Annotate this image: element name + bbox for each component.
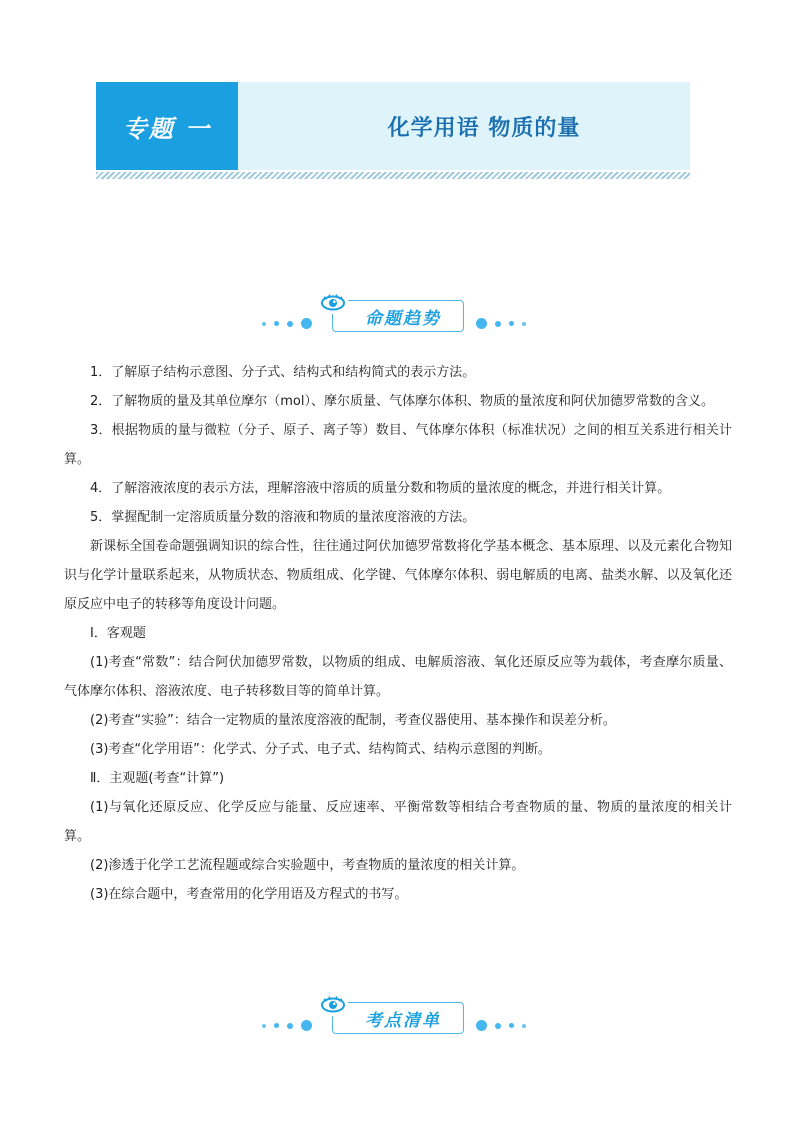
section-label-box	[332, 300, 464, 332]
page-title: 化学用语 物质的量	[387, 114, 581, 141]
paragraph: 1．了解原子结构示意图、分子式、结构式和结构简式的表示方法。	[90, 365, 476, 380]
subheading: Ⅱ．主观题(考查“计算”)	[90, 771, 225, 786]
left-dots	[262, 1020, 312, 1031]
subheading: Ⅰ．客观题	[90, 626, 146, 641]
body-text	[64, 358, 732, 909]
section-header-checklist	[0, 998, 794, 1042]
paragraph: 4．了解溶液浓度的表示方法，理解溶液中溶质的质量分数和物质的量浓度的概念，并进行相关计算。	[90, 481, 671, 496]
right-dots	[476, 318, 526, 329]
paragraph: (1)与氧化还原反应、化学反应与能量、反应速率、平衡常数等相结合考查物质的量、物质的量浓度的相关计算。	[64, 800, 732, 844]
section-label: 命题趋势	[365, 308, 441, 329]
paragraph: 3．根据物质的量与微粒（分子、原子、离子等）数目、气体摩尔体积（标准状况）之间的相互关系进行相关计算。	[64, 423, 732, 467]
paragraph: (3)考查“化学用语”：化学式、分子式、电子式、结构简式、结构示意图的判断。	[90, 742, 551, 757]
banner-stripe	[96, 172, 690, 179]
eye-icon	[318, 992, 348, 1016]
paragraph: (2)考查“实验”：结合一定物质的量浓度溶液的配制，考查仪器使用、基本操作和误差分析。	[90, 713, 616, 728]
eye-icon	[318, 290, 348, 314]
topic-tag-block	[96, 82, 238, 170]
paragraph: (1)考查“常数”：结合阿伏加德罗常数，以物质的组成、电解质溶液、氧化还原反应等为载体，考查摩尔质量、气体摩尔体积、溶液浓度、电子转移数目等的简单计算。	[64, 655, 732, 699]
topic-banner	[96, 82, 690, 170]
section-label: 考点清单	[365, 1010, 441, 1031]
right-dots	[476, 1020, 526, 1031]
paragraph: 2．了解物质的量及其单位摩尔（mol）、摩尔质量、气体摩尔体积、物质的量浓度和阿伏加德罗常数的含义。	[90, 394, 715, 409]
paragraph: 5．掌握配制一定溶质质量分数的溶液和物质的量浓度溶液的方法。	[90, 510, 476, 525]
section-label-box	[332, 1002, 464, 1034]
section-header-trend	[0, 296, 794, 340]
topic-tag: 专题 一	[122, 113, 212, 143]
paragraph: (2)渗透于化学工艺流程题或综合实验题中，考查物质的量浓度的相关计算。	[90, 858, 525, 873]
paragraph: 新课标全国卷命题强调知识的综合性，往往通过阿伏加德罗常数将化学基本概念、基本原理、以及元素化合物知识与化学计量联系起来，从物质状态、物质组成、化学键、气体摩尔体积、弱电解质的电离、盐类水解、以及氧化还原反应中电子的转移等角度设计问题。	[64, 539, 732, 612]
left-dots	[262, 318, 312, 329]
paragraph: (3)在综合题中，考查常用的化学用语及方程式的书写。	[90, 887, 408, 902]
